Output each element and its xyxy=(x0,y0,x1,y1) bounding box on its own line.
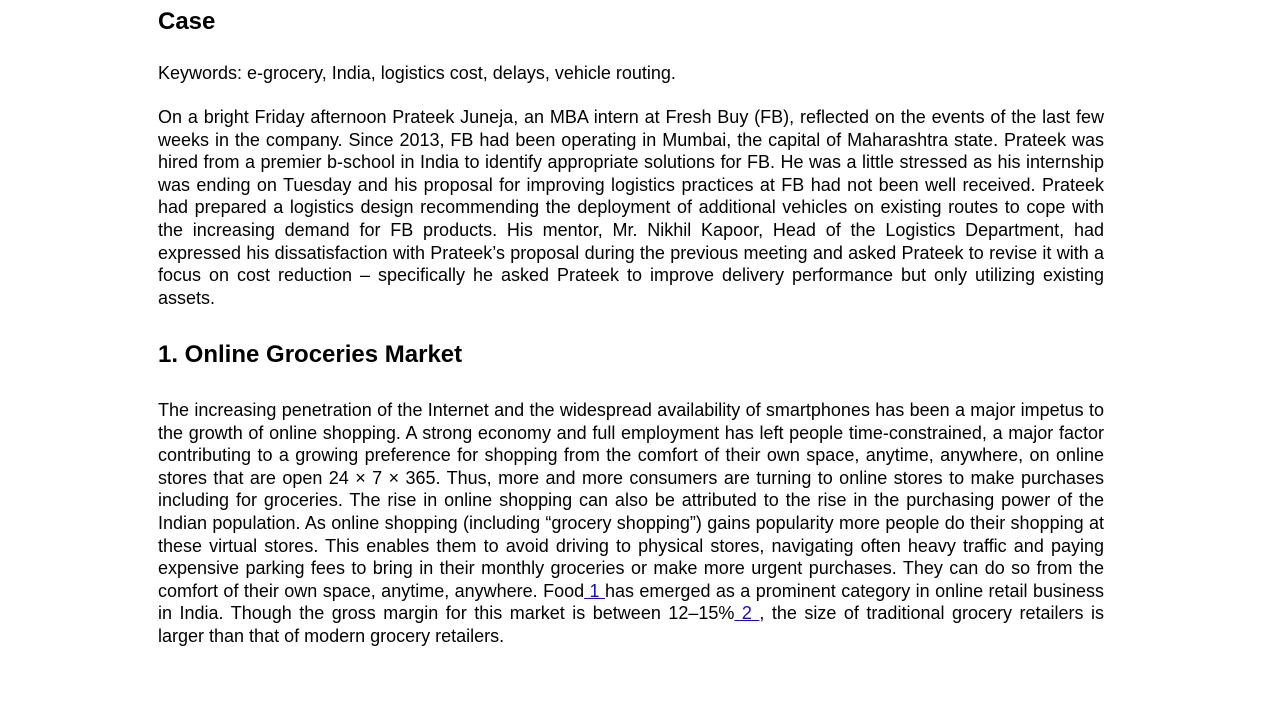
market-paragraph xyxy=(158,399,1104,648)
market-paragraph-text-3: , the size of traditional grocery retailers is larger than that of modern grocery retailers. xyxy=(158,603,1104,646)
footnote-link-2[interactable]: 2 xyxy=(734,603,760,624)
intro-paragraph: On a bright Friday afternoon Prateek Juneja, an MBA intern at Fresh Buy (FB), reflected on the events of the last few weeks in the company. Since 2013, FB had been operating in Mumbai, the capital of Maharashtra state. Prateek was hired from a premier b-school in India to identify appropriate solutions for FB. He was a little stressed as his internship was ending on Tuesday and his proposal for improving logistics practices at FB had not been well received. Prateek had prepared a logistics design recommending the deployment of additional vehicles on existing routes to cope with the increasing demand for FB products. His mentor, Mr. Nikhil Kapoor, Head of the Logistics Department, had expressed his dissatisfaction with Prateek’s proposal during the previous meeting and asked Prateek to revise it with a focus on cost reduction – specifically he asked Prateek to improve delivery performance but only utilizing existing assets. xyxy=(158,107,1104,308)
case-title: Case xyxy=(158,8,216,35)
section-heading-online-groceries: 1. Online Groceries Market xyxy=(158,341,463,368)
market-paragraph-text-1: The increasing penetration of the Internet and the widespread availability of smartphones has been a major impetus to the growth of online shopping. A strong economy and full employment has left people time-constrained, a major factor contributing to a growing preference for shopping from the comfort of their own space, anytime, anywhere, on online stores that are open 24 × 7 × 365. Thus, more and more consumers are turning to online stores to make purchases including for groceries. The rise in online shopping can also be attributed to the rise in the purchasing power of the Indian population. As online shopping (including “grocery shopping”) gains popularity more people do their shopping at these virtual stores. This enables them to avoid driving to physical stores, navigating often heavy traffic and paying expensive parking fees to bring in their monthly groceries or make more urgent purchases. They can do so from the comfort of their own space, anytime, anywhere. Food xyxy=(158,400,1104,601)
keywords-line: Keywords: e-grocery, India, logistics cost, delays, vehicle routing. xyxy=(158,63,676,83)
market-paragraph-text-2: has emerged as a prominent category in online retail business in India. Though the gross margin for this market is between 12–15% xyxy=(158,580,1105,624)
footnote-link-1[interactable]: 1 xyxy=(584,580,605,601)
